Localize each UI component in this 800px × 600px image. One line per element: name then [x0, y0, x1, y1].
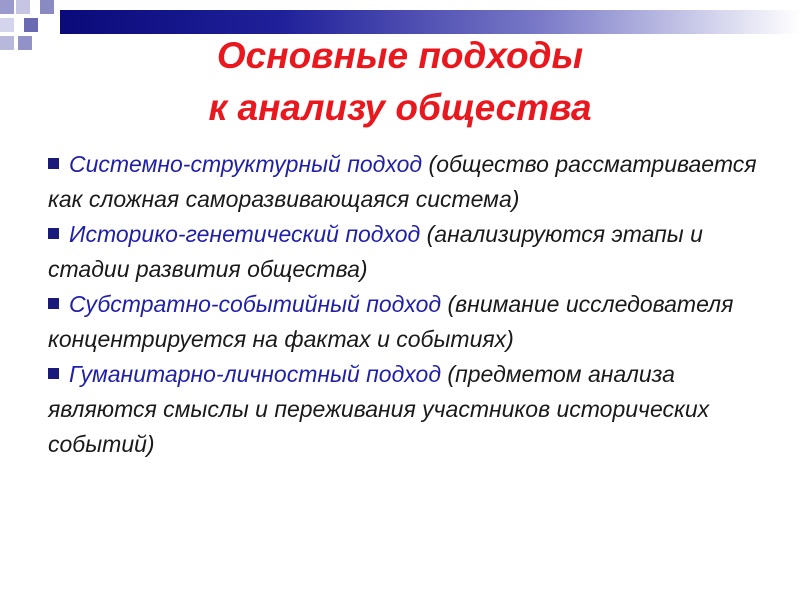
corner-square-3 — [40, 0, 54, 14]
list-item — [48, 287, 768, 357]
approach-term: Гуманитарно-личностный подход — [69, 361, 442, 387]
approaches-list — [48, 147, 768, 462]
title-line-2: к анализу общества — [208, 87, 592, 128]
corner-square-1 — [0, 0, 14, 14]
approach-term: Историко-генетический подход — [69, 221, 421, 247]
square-bullet-icon — [48, 158, 59, 169]
list-item — [48, 147, 768, 217]
approach-description: (внимание исследователя концентрируется на фактах и событиях) — [48, 291, 734, 352]
list-item — [48, 357, 768, 462]
list-item — [48, 217, 768, 287]
approach-description: (общество рассматривается как сложная саморазвивающаяся система) — [48, 151, 757, 212]
square-bullet-icon — [48, 228, 59, 239]
square-bullet-icon — [48, 368, 59, 379]
approach-description: (анализируются этапы и стадии развития общества) — [48, 221, 703, 282]
title-line-1: Основные подходы — [216, 35, 584, 76]
square-bullet-icon — [48, 298, 59, 309]
approach-description: (предметом анализа являются смыслы и переживания участников исторических событий) — [48, 361, 710, 457]
approach-term: Системно-структурный подход — [69, 151, 423, 177]
corner-square-2 — [16, 0, 30, 14]
slide-title — [0, 30, 800, 134]
approach-term: Субстратно-событийный подход — [69, 291, 442, 317]
